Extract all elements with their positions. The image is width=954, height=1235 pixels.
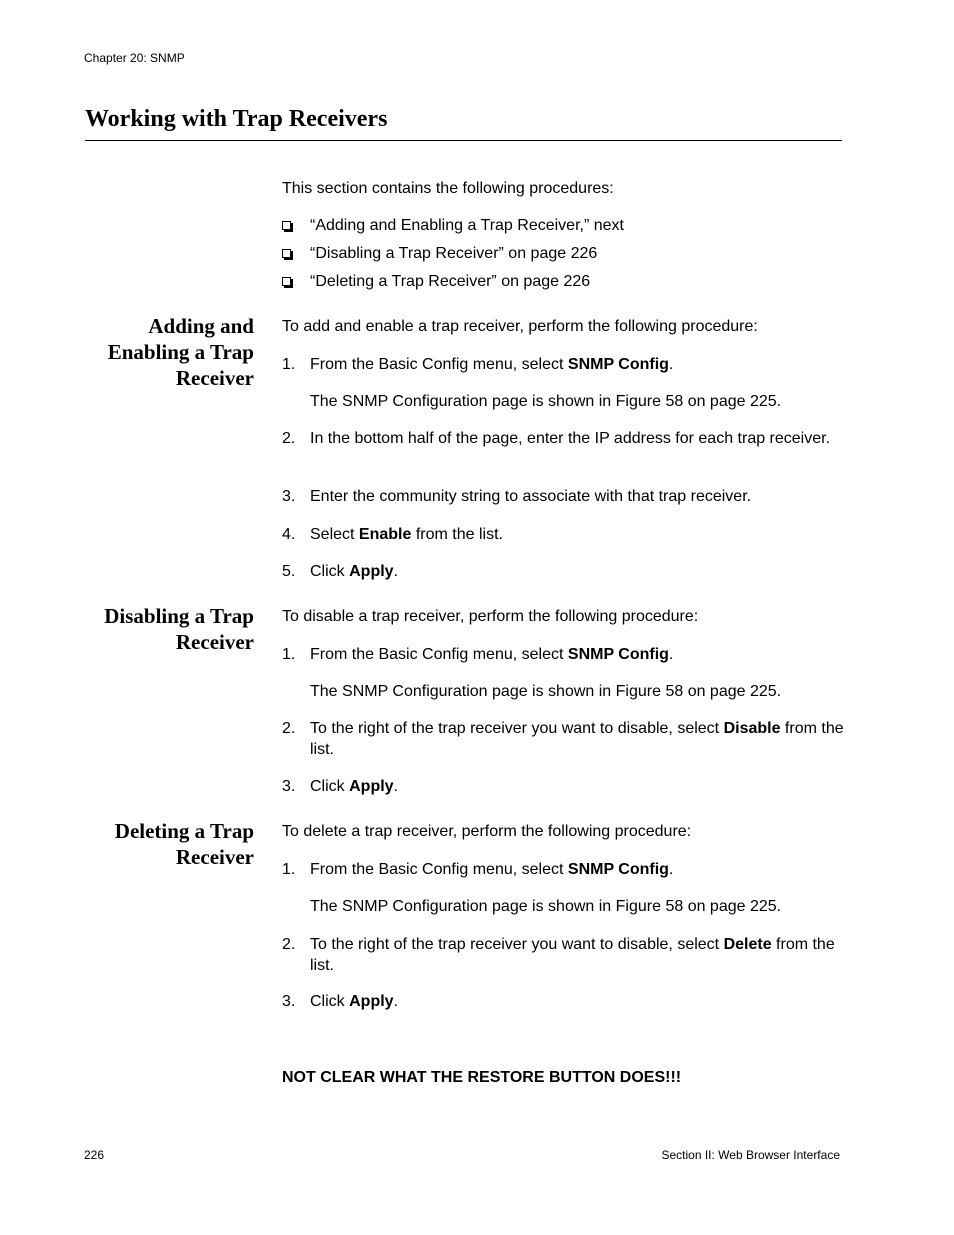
bullet-link-text: “Disabling a Trap Receiver” on page 226: [310, 245, 598, 262]
step-text: Select Enable from the list.: [310, 526, 503, 543]
section-heading-disabling: [104, 603, 254, 655]
bullet-link-text: “Adding and Enabling a Trap Receiver,” next: [310, 217, 624, 234]
heading-line: Deleting a Trap: [114, 819, 254, 843]
running-header-chapter: Chapter 20: SNMP: [84, 51, 185, 65]
heading-line: Enabling a Trap: [107, 340, 254, 364]
menu-item-name: SNMP Config: [567, 646, 669, 663]
checkbox-bullet-icon: [282, 221, 291, 230]
step-text: Click Apply.: [310, 993, 399, 1010]
step-number: 2.: [282, 720, 296, 737]
step-number: 1.: [282, 861, 296, 878]
intro-text: This section contains the following procedures:: [282, 180, 614, 197]
footer-section-title: Section II: Web Browser Interface: [661, 1148, 840, 1162]
step-text: From the Basic Config menu, select SNMP Config.: [310, 356, 674, 373]
step-text: To the right of the trap receiver you want to disable, select Disable from the list.: [310, 720, 844, 758]
heading-line: Receiver: [175, 845, 254, 869]
deleting-intro: To delete a trap receiver, perform the following procedure:: [282, 823, 692, 840]
bullet-link-text: “Deleting a Trap Receiver” on page 226: [310, 273, 591, 290]
option-name: Delete: [723, 936, 772, 953]
step-text: Click Apply.: [310, 778, 399, 795]
option-name: Enable: [358, 526, 412, 543]
adding-step-1-note: The SNMP Configuration page is shown in Figure 58 on page 225.: [310, 393, 782, 410]
step-number: 2.: [282, 430, 296, 447]
step-number: 1.: [282, 356, 296, 373]
editor-warning-note: NOT CLEAR WHAT THE RESTORE BUTTON DOES!!!: [282, 1069, 682, 1086]
disabling-intro: To disable a trap receiver, perform the following procedure:: [282, 608, 699, 625]
step-text: From the Basic Config menu, select SNMP Config.: [310, 861, 674, 878]
step-text: In the bottom half of the page, enter the IP address for each trap receiver.: [310, 430, 831, 447]
menu-item-name: SNMP Config: [567, 861, 669, 878]
button-name: Apply: [349, 778, 394, 795]
step-number: 3.: [282, 778, 296, 795]
page-title: Working with Trap Receivers: [85, 106, 388, 132]
step-number: 2.: [282, 936, 296, 953]
heading-line: Adding and: [148, 314, 254, 338]
checkbox-bullet-icon: [282, 277, 291, 286]
footer-page-number: 226: [84, 1148, 105, 1162]
menu-item-name: SNMP Config: [567, 356, 669, 373]
section-heading-adding: [108, 313, 254, 391]
option-name: Disable: [723, 720, 781, 737]
step-number: 5.: [282, 563, 296, 580]
step-text: To the right of the trap receiver you want to disable, select Delete from the list.: [310, 936, 835, 974]
step-number: 1.: [282, 646, 296, 663]
step-text: Click Apply.: [310, 563, 399, 580]
heading-line: Disabling a Trap: [104, 604, 254, 628]
step-number: 3.: [282, 488, 296, 505]
button-name: Apply: [349, 993, 394, 1010]
disabling-step-1-note: The SNMP Configuration page is shown in Figure 58 on page 225.: [310, 683, 782, 700]
deleting-step-1-note: The SNMP Configuration page is shown in Figure 58 on page 225.: [310, 898, 782, 915]
step-text: Enter the community string to associate with that trap receiver.: [310, 488, 752, 505]
step-number: 3.: [282, 993, 296, 1010]
button-name: Apply: [349, 563, 394, 580]
step-text: From the Basic Config menu, select SNMP Config.: [310, 646, 674, 663]
heading-line: Receiver: [175, 366, 254, 390]
step-number: 4.: [282, 526, 296, 543]
checkbox-bullet-icon: [282, 249, 291, 258]
section-heading-deleting: [115, 818, 254, 870]
heading-line: Receiver: [175, 630, 254, 654]
adding-intro: To add and enable a trap receiver, perform the following procedure:: [282, 318, 758, 335]
title-rule: [85, 140, 842, 141]
